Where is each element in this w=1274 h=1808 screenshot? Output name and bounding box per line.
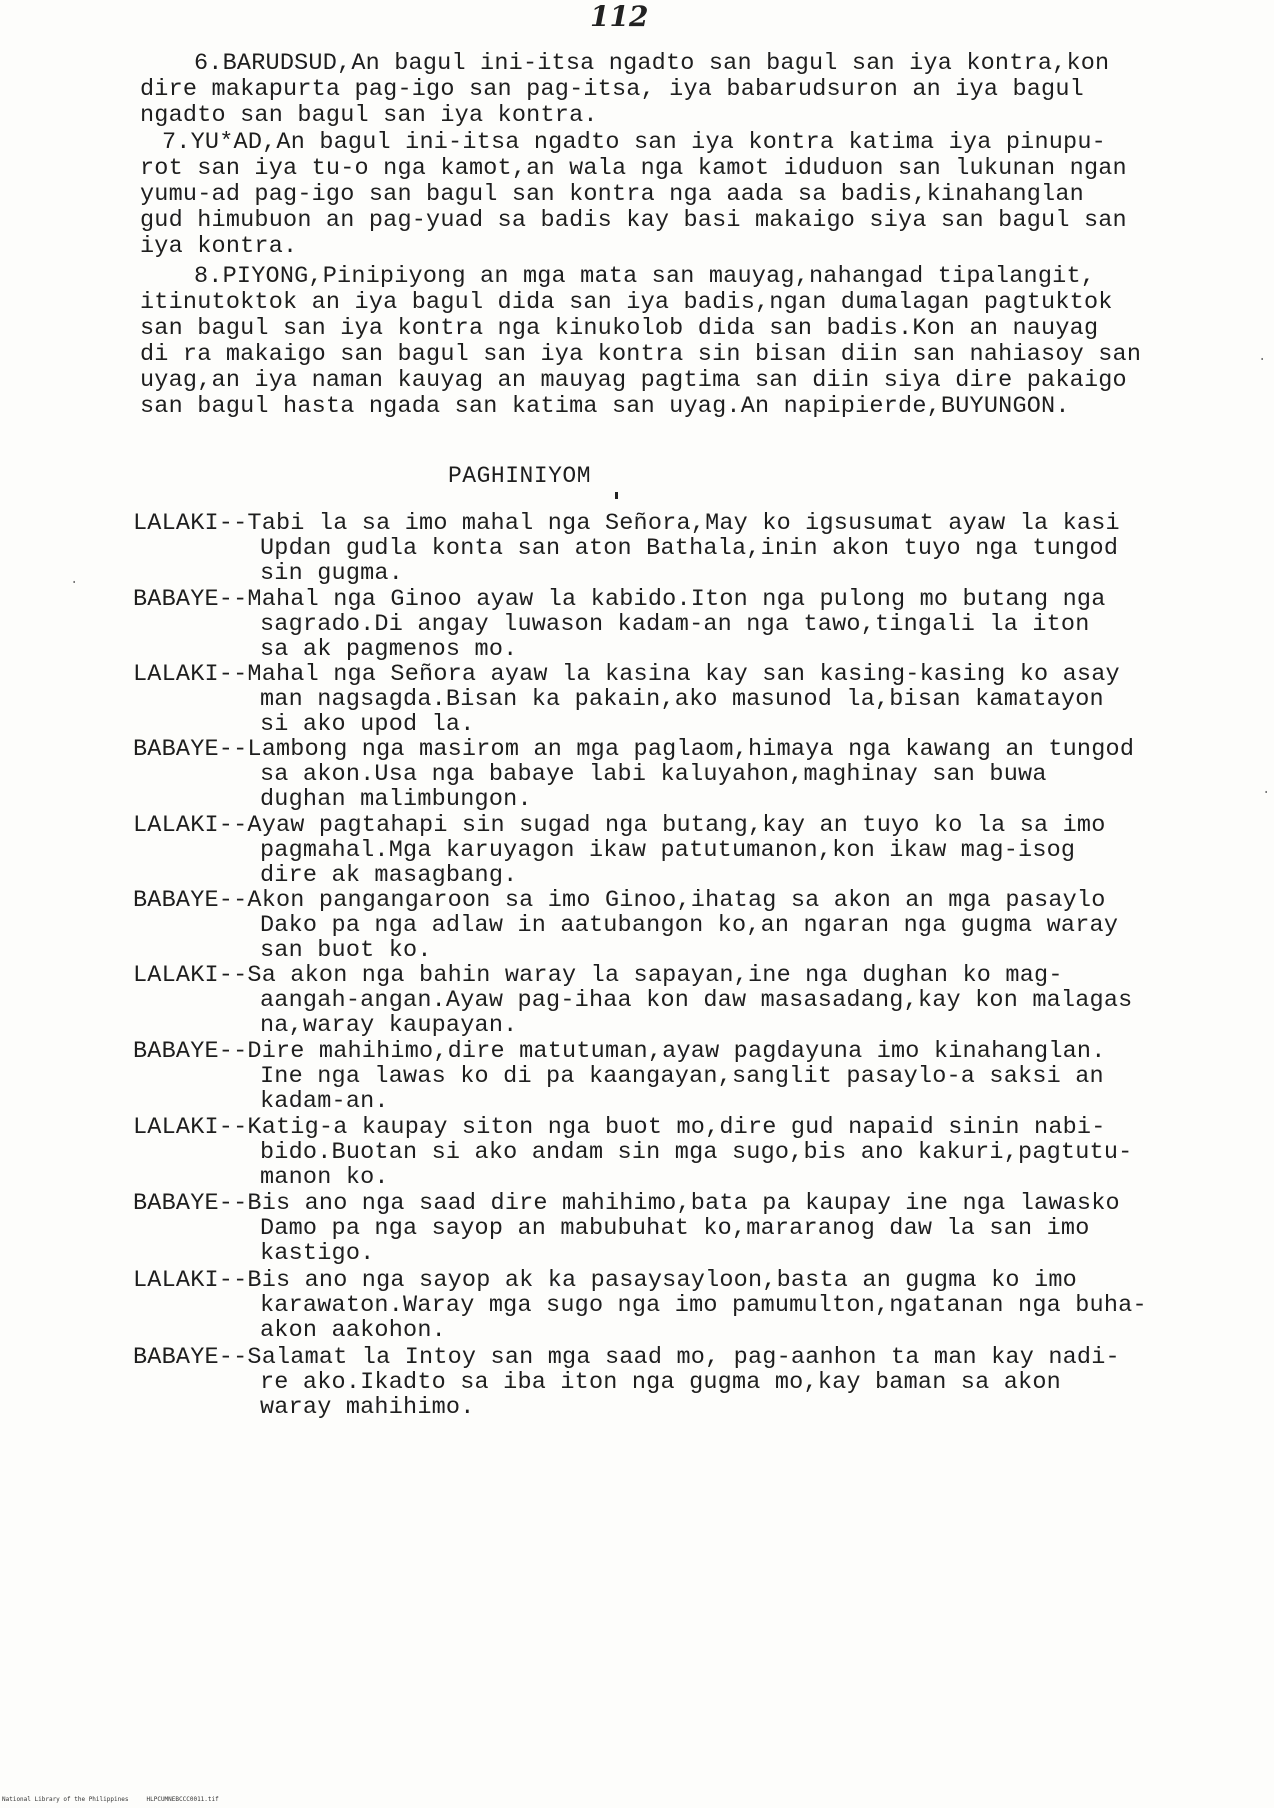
rule-line: iya kontra. [140, 233, 298, 260]
rule-line: di ra makaigo san bagul san iya kontra sin bisan diin san nahiasoy san [140, 341, 1142, 368]
dialogue-line: manon ko. [260, 1164, 389, 1191]
dialogue-line: dughan malimbungon. [260, 786, 532, 813]
dialogue-line: Sa akon nga bahin waray la sapayan,ine nga dughan ko mag- [247, 962, 1063, 989]
dialogue-line: Dire mahihimo,dire matutuman,ayaw pagdayuna imo kinahanglan. [247, 1038, 1106, 1065]
rule-line: gud himubuon an pag-yuad sa badis kay basi makaigo siya san bagul san [140, 207, 1127, 234]
speaker-dash: -- [218, 1344, 248, 1371]
dialogue-line: si ako upod la. [260, 711, 475, 738]
dialogue-line: re ako.Ikadto sa iba iton nga gugma mo,kay baman sa akon [260, 1369, 1061, 1396]
rule-line: 8.PIYONG,Pinipiyong an mga mata san mauyag,nahangad tipalangit, [194, 263, 1096, 290]
speaker-label: BABAYE [133, 586, 219, 613]
dialogue-line: aangah-angan.Ayaw pag-ihaa kon daw masasadang,kay kon malagas [260, 987, 1133, 1014]
dialogue-line: waray mahihimo. [260, 1394, 475, 1421]
dialogue-line: man nagsagda.Bisan ka pakain,ako masunod la,bisan kamatayon [260, 686, 1104, 713]
speaker-dash: -- [218, 586, 248, 613]
dialogue-line: san buot ko. [260, 937, 432, 964]
dialogue-line: Mahal nga Señora ayaw la kasina kay san kasing-kasing ko asay [247, 661, 1120, 688]
speaker-label: LALAKI [133, 510, 219, 537]
dialogue-line: Salamat la Intoy san mga saad mo, pag-aanhon ta man kay nadi- [247, 1344, 1120, 1371]
speaker-dash: -- [218, 510, 248, 537]
speaker-dash: -- [218, 1267, 248, 1294]
dialogue-line: sin gugma. [260, 560, 404, 587]
dialogue-line: Mahal nga Ginoo ayaw la kabido.Iton nga pulong mo butang nga [247, 586, 1106, 613]
rule-line: dire makapurta pag-igo san pag-itsa, iya babarudsuron an iya bagul [140, 76, 1084, 103]
speaker-label: BABAYE [133, 1190, 219, 1217]
speaker-dash: -- [218, 736, 248, 763]
dialogue-line: na,waray kaupayan. [260, 1012, 518, 1039]
rule-line: rot san iya tu-o nga kamot,an wala nga kamot iduduon san lukunan ngan [140, 155, 1127, 182]
speaker-label: BABAYE [133, 736, 219, 763]
rule-line: uyag,an iya naman kauyag an mauyag pagtima san diin siya dire pakaigo [140, 367, 1127, 394]
speaker-label: BABAYE [133, 887, 219, 914]
dialogue-line: kadam-an. [260, 1088, 389, 1115]
dialogue-line: Ine nga lawas ko di pa kaangayan,sanglit pasaylo-a saksi an [260, 1063, 1104, 1090]
dialogue-line: Ayaw pagtahapi sin sugad nga butang,kay an tuyo ko la sa imo [247, 812, 1106, 839]
dialogue-line: bido.Buotan si ako andam sin mga sugo,bis ano kakuri,pagtutu- [260, 1139, 1133, 1166]
dialogue-line: karawaton.Waray mga sugo nga imo pamumulton,ngatanan nga buha- [260, 1292, 1147, 1319]
dialogue-line: Damo pa nga sayop an mabubuhat ko,mararanog daw la san imo [260, 1215, 1090, 1242]
rule-line: ngadto san bagul san iya kontra. [140, 102, 598, 129]
speaker-label: LALAKI [133, 962, 219, 989]
section-title: PAGHINIYOM [448, 463, 592, 489]
margin-mark: · [70, 575, 79, 591]
rule-line: itinutoktok an iya bagul dida san iya badis,ngan dumalagan pagtuktok [140, 289, 1113, 316]
rule-line: yumu-ad pag-igo san bagul san kontra nga aada sa badis,kinahanglan [140, 181, 1084, 208]
speaker-label: BABAYE [133, 1344, 219, 1371]
rule-line: san bagul hasta ngada san katima san uyag.An napipierde,BUYUNGON. [140, 393, 1070, 420]
rule-line: 7.YU*AD,An bagul ini-itsa ngadto san iya kontra katima iya pinupu- [162, 129, 1106, 156]
dialogue-line: Bis ano nga sayop ak ka pasaysayloon,basta an gugma ko imo [247, 1267, 1077, 1294]
dialogue-line: Bis ano nga saad dire mahihimo,bata pa kaupay ine nga lawasko [247, 1190, 1120, 1217]
ink-mark [615, 492, 618, 499]
dialogue-line: Dako pa nga adlaw in aatubangon ko,an ngaran nga gugma waray [260, 912, 1119, 939]
speaker-dash: -- [218, 1038, 248, 1065]
speaker-label: LALAKI [133, 1114, 219, 1141]
dialogue-line: dire ak masagbang. [260, 862, 518, 889]
speaker-label: LALAKI [133, 812, 219, 839]
margin-mark: · [1262, 785, 1271, 801]
dialogue-line: sa ak pagmenos mo. [260, 636, 518, 663]
dialogue-line: akon aakohon. [260, 1317, 446, 1344]
footer-credit: National Library of the Philippines HLPCUMNEBCCC0011.tif [2, 1796, 219, 1803]
speaker-dash: -- [218, 1190, 248, 1217]
speaker-dash: -- [218, 962, 248, 989]
dialogue-line: sa akon.Usa nga babaye labi kaluyahon,maghinay san buwa [260, 761, 1047, 788]
speaker-label: LALAKI [133, 661, 219, 688]
speaker-dash: -- [218, 661, 248, 688]
speaker-dash: -- [218, 1114, 248, 1141]
dialogue-line: Katig-a kaupay siton nga buot mo,dire gud napaid sinin nabi- [247, 1114, 1106, 1141]
speaker-label: LALAKI [133, 1267, 219, 1294]
dialogue-line: pagmahal.Mga karuyagon ikaw patutumanon,kon ikaw mag-isog [260, 837, 1076, 864]
margin-mark: · [1258, 352, 1267, 368]
dialogue-line: Tabi la sa imo mahal nga Señora,May ko igsusumat ayaw la kasi [247, 510, 1120, 537]
speaker-label: BABAYE [133, 1038, 219, 1065]
dialogue-line: kastigo. [260, 1240, 375, 1267]
dialogue-line: sagrado.Di angay luwason kadam-an nga tawo,tingali la iton [260, 611, 1090, 638]
rule-line: san bagul san iya kontra nga kinukolob dida san badis.Kon an nauyag [140, 315, 1099, 342]
page-number: 112 [590, 0, 649, 33]
dialogue-line: Updan gudla konta san aton Bathala,inin akon tuyo nga tungod [260, 535, 1119, 562]
dialogue-line: Akon pangangaroon sa imo Ginoo,ihatag sa akon an mga pasaylo [247, 887, 1106, 914]
speaker-dash: -- [218, 812, 248, 839]
rule-line: 6.BARUDSUD,An bagul ini-itsa ngadto san bagul san iya kontra,kon [194, 50, 1110, 77]
speaker-dash: -- [218, 887, 248, 914]
dialogue-line: Lambong nga masirom an mga paglaom,himaya nga kawang an tungod [247, 736, 1135, 763]
